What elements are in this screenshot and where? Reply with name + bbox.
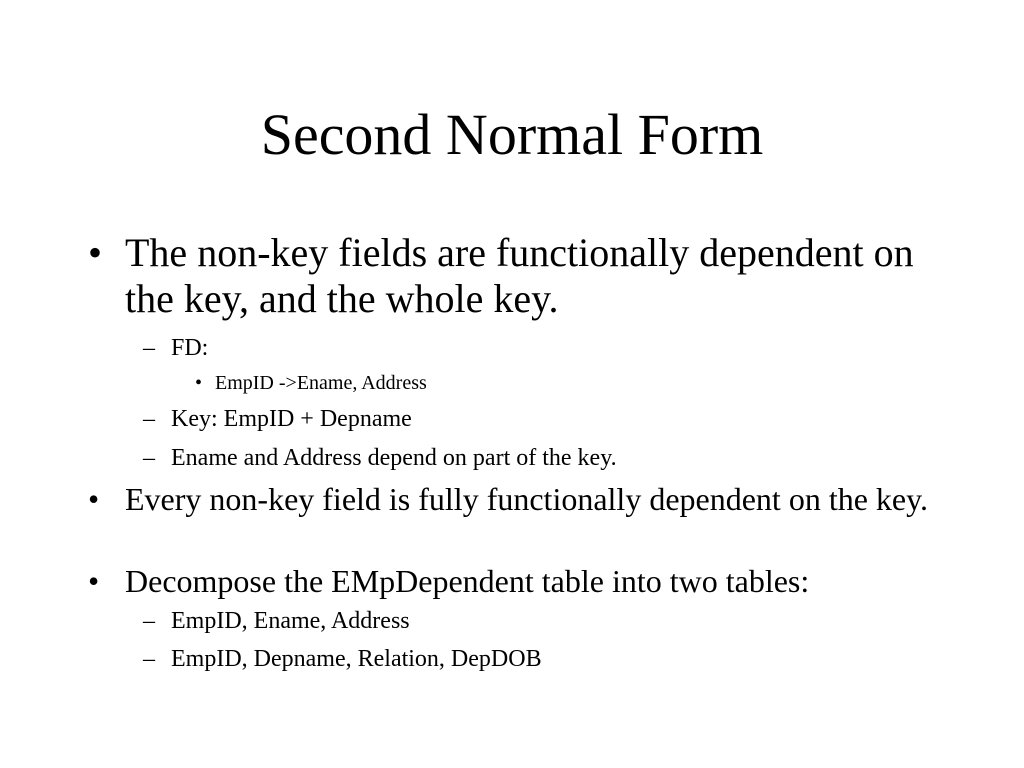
slide-title: Second Normal Form xyxy=(260,102,764,167)
dash-icon: – xyxy=(143,406,155,432)
sub-bullet-item xyxy=(143,443,923,473)
sub-bullet-item xyxy=(143,644,923,674)
sub-bullet-text: FD: xyxy=(171,335,209,361)
bullet-icon: • xyxy=(88,563,100,599)
bullet-icon: • xyxy=(88,481,100,517)
bullet-text: Every non-key field is fully functionally dependent on the key. xyxy=(125,481,929,517)
dash-icon: – xyxy=(143,608,155,634)
dash-icon: – xyxy=(143,445,155,471)
sub-bullet-text: EmpID, Depname, Relation, DepDOB xyxy=(171,646,542,672)
bullet-item xyxy=(88,230,948,322)
sub-sub-bullet-text: EmpID ->Ename, Address xyxy=(215,372,427,394)
dash-icon: – xyxy=(143,646,155,672)
bullet-icon: • xyxy=(88,230,103,275)
bullet-text: Decompose the EMpDependent table into two tables: xyxy=(125,563,810,599)
sub-bullet-text: EmpID, Ename, Address xyxy=(171,608,410,634)
dash-icon: – xyxy=(143,335,155,361)
sub-bullet-text: Ename and Address depend on part of the key. xyxy=(171,445,617,471)
bullet-icon: • xyxy=(195,372,203,394)
sub-bullet-text: Key: EmpID + Depname xyxy=(171,406,412,432)
bullet-text: The non-key fields are functionally dependent on the key, and the whole key. xyxy=(125,230,914,321)
sub-bullet-item xyxy=(143,606,923,636)
sub-bullet-item xyxy=(143,333,923,363)
bullet-item xyxy=(88,562,948,600)
sub-bullet-item xyxy=(143,404,923,434)
sub-sub-bullet-item xyxy=(195,370,895,396)
bullet-item xyxy=(88,480,948,518)
